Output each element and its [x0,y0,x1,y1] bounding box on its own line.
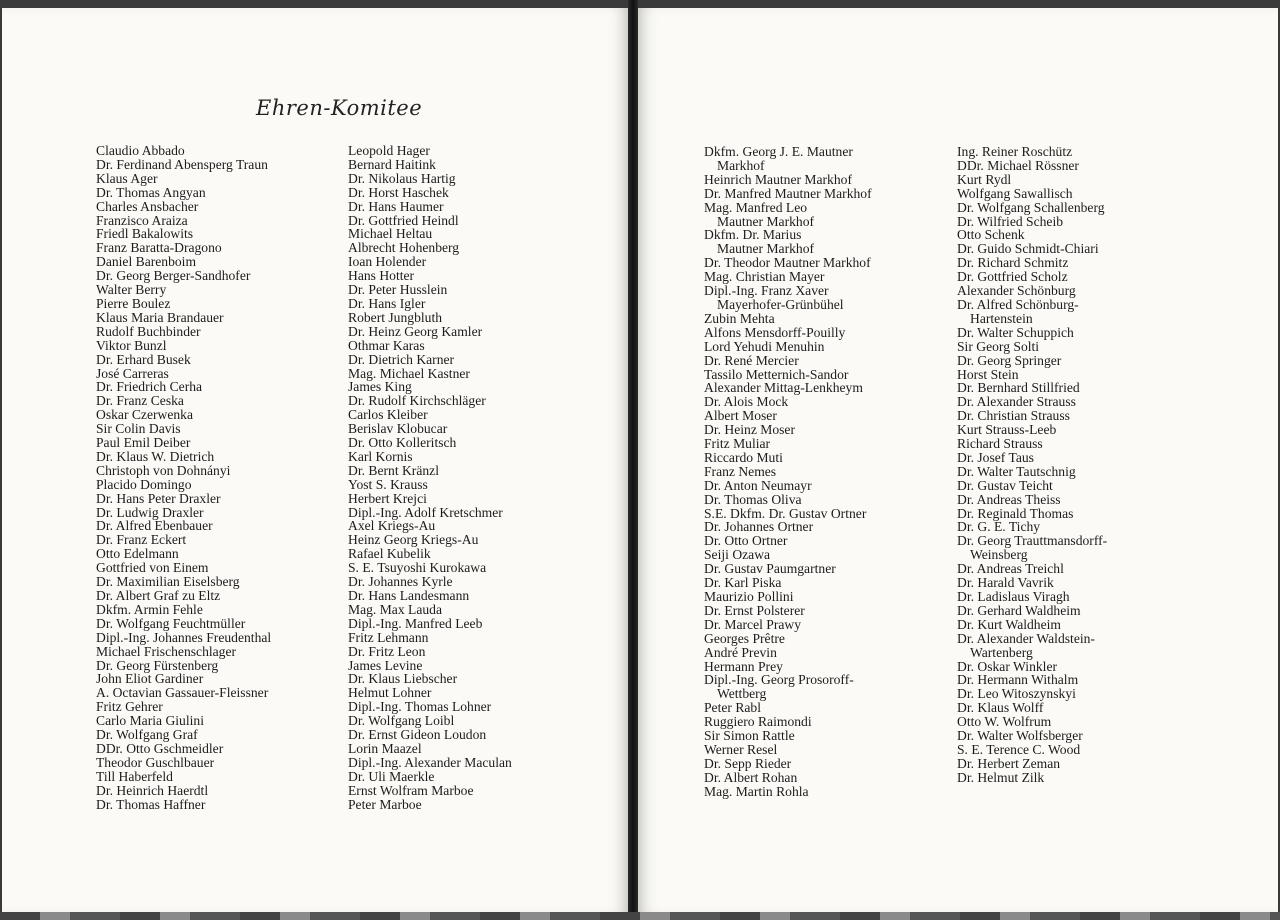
committee-member: Dr. Wolfgang Schallenberg [957,199,1105,215]
committee-member: Kurt Rydl [957,171,1012,187]
committee-member: Peter Marboe [348,796,422,812]
committee-member: Dipl.-Ing. Thomas Lohner [348,699,492,715]
committee-member: Till Haberfeld [96,768,173,784]
committee-member: Dr. Bernhard Stillfried [957,380,1080,396]
committee-member: Franz Baratta-Dragono [96,240,222,256]
committee-member: Dr. Ladislaus Viragh [957,589,1070,604]
committee-member: Dr. Klaus Liebscher [348,671,458,687]
committee-member: A. Octavian Gassauer-Fleissner [96,685,269,701]
name-column-4 [957,145,1107,785]
committee-member: Dr. Kurt Waldheim [957,616,1061,632]
committee-member: Dr. Walter Wolfsberger [957,728,1083,744]
committee-member: Sir Simon Rattle [704,728,795,744]
committee-member: Christoph von Dohnányi [96,462,231,478]
committee-member: Dr. Hans Haumer [348,198,444,214]
committee-member: Hermann Prey [704,658,783,674]
committee-member: Rudolf Buchbinder [96,323,201,339]
committee-member: Carlo Maria Giulini [96,713,204,729]
committee-member: Dr. Alfred Ebenbauer [96,518,213,534]
committee-member: Dr. Erhard Busek [96,351,191,367]
committee-member: Walter Berry [96,282,167,298]
member-name: Dkfm. Georg J. E. Mautner [704,144,853,159]
committee-member: Hans Hotter [348,268,415,284]
member-name: Dr. Alfred Schönburg- [957,296,1079,312]
committee-member: Yost S. Krauss [348,476,428,492]
member-name: Dr. Georg Trauttmansdorff- [957,533,1108,549]
committee-member [704,284,872,312]
committee-member: Lord Yehudi Menuhin [704,338,825,354]
committee-member: Dr. Johannes Ortner [704,519,814,535]
committee-member: Dr. Walter Schuppich [957,324,1074,340]
committee-member [704,145,872,173]
committee-member: Alexander Schönburg [957,283,1076,299]
name-column-2 [348,144,512,812]
committee-member [957,632,1107,660]
committee-member: Dr. Andreas Theiss [957,491,1061,507]
committee-member: Dr. Ludwig Draxler [96,504,204,520]
committee-member: S. E. Terence C. Wood [957,741,1081,757]
committee-member: Dr. Anton Neumayr [704,477,812,493]
committee-member: Herbert Krejci [348,490,427,506]
committee-member: Dr. G. E. Tichy [957,519,1041,535]
committee-member: Fritz Lehmann [348,629,429,645]
committee-member: Daniel Barenboim [96,254,197,270]
committee-member: Dr. Gottfried Heindl [348,212,459,228]
committee-member: John Eliot Gardiner [96,671,204,687]
committee-member: Othmar Karas [348,337,425,353]
page-heading: Ehren-Komitee [256,96,423,120]
committee-member: Ing. Reiner Roschütz [957,144,1073,159]
committee-member: Ioan Holender [348,254,427,270]
committee-member: Werner Resel [704,741,778,757]
committee-member: Berislav Klobucar [348,421,448,437]
committee-member: Dr. Thomas Haffner [96,796,206,812]
committee-member: Tassilo Metternich-Sandor [704,366,849,382]
committee-member: Heinrich Mautner Markhof [704,171,852,187]
committee-member: Dr. Sepp Rieder [704,755,792,771]
committee-member: Dr. Rudolf Kirchschläger [348,393,486,409]
committee-member: Dr. Reginald Thomas [957,505,1074,521]
committee-member: Dr. Hermann Withalm [957,672,1079,688]
committee-member: Dr. Thomas Angyan [96,184,206,200]
committee-member: Dr. Alexander Strauss [957,394,1076,410]
committee-member: Dr. Wolfgang Graf [96,727,198,743]
committee-member: Dr. Gustav Teicht [957,477,1053,493]
committee-member: Dr. Dietrich Karner [348,351,455,367]
committee-member: Dr. Ernst Gideon Loudon [348,727,487,743]
committee-member: Dr. Fritz Leon [348,643,426,659]
book-spine [628,0,638,920]
committee-member: Fritz Gehrer [96,699,163,715]
committee-member: Dipl.-Ing. Alexander Maculan [348,754,512,770]
committee-member: Wolfgang Sawallisch [957,185,1073,201]
committee-member: Viktor Bunzl [96,337,167,353]
committee-member: Dr. Harald Vavrik [957,575,1054,591]
committee-member: Robert Jungbluth [348,309,443,325]
committee-member: Dr. Leo Witoszynskyi [957,686,1076,702]
committee-member: Oskar Czerwenka [96,407,194,423]
committee-member: Albrecht Hohenberg [348,240,460,256]
committee-member: Seiji Ozawa [704,547,771,563]
committee-member: Dkfm. Armin Fehle [96,601,203,617]
committee-member: Maurizio Pollini [704,589,794,604]
committee-member: Helmut Lohner [348,685,432,701]
committee-member: Alexander Mittag-Lenkheym [704,380,863,396]
committee-member: Otto W. Wolfrum [957,714,1052,730]
member-name-continuation: Mautner Markhof [717,213,815,229]
committee-member: Paul Emil Deiber [96,435,191,451]
committee-member: Dr. Georg Springer [957,352,1062,368]
committee-member: Theodor Guschlbauer [96,754,215,770]
committee-member: Dr. Hans Landesmann [348,588,470,603]
committee-member: Dr. Karl Piska [704,575,782,591]
committee-member: Sir Colin Davis [96,421,181,437]
committee-member: Dr. Wolfgang Feuchtmüller [96,615,246,631]
name-column-1 [96,144,271,812]
committee-member: Michael Heltau [348,226,433,242]
committee-member: Dr. Nikolaus Hartig [348,170,456,186]
committee-member: Peter Rabl [704,700,762,716]
member-name: Mag. Manfred Leo [704,199,808,215]
committee-member: Dr. Albert Graf zu Eltz [96,588,221,603]
committee-member [957,298,1107,326]
committee-member: DDr. Michael Rössner [957,157,1079,173]
committee-member: Albert Moser [704,408,777,424]
committee-member: Dipl.-Ing. Johannes Freudenthal [96,629,272,645]
committee-member: Dr. Andreas Treichl [957,561,1064,577]
member-name-continuation: Markhof [717,157,765,173]
committee-member: Mag. Christian Mayer [704,269,825,285]
committee-member: Dr. Theodor Mautner Markhof [704,255,871,271]
committee-member: Mag. Max Lauda [348,601,442,617]
committee-member: Dr. Franz Eckert [96,532,187,548]
book-bottom-edge [0,912,1280,920]
committee-member: Dr. Josef Taus [957,449,1034,465]
committee-member: S. E. Tsuyoshi Kurokawa [348,560,487,576]
committee-member: Dr. Uli Maerkle [348,768,435,784]
committee-member: Otto Schenk [957,227,1025,243]
committee-member: Placido Domingo [96,476,192,492]
committee-member: Dr. Thomas Oliva [704,491,802,507]
committee-member: S.E. Dkfm. Dr. Gustav Ortner [704,505,867,521]
committee-member: Sir Georg Solti [957,338,1040,354]
committee-member: Dr. Manfred Mautner Markhof [704,185,872,201]
committee-member: Dr. Georg Fürstenberg [96,657,219,673]
committee-member: Dr. Christian Strauss [957,408,1070,424]
member-name-continuation: Weinsberg [970,547,1028,563]
committee-member: Dr. Maximilian Eiselsberg [96,574,240,590]
committee-member: Bernard Haitink [348,156,436,172]
committee-member: Dr. Heinrich Haerdtl [96,782,209,798]
committee-member: Dr. Horst Haschek [348,184,449,200]
committee-member: Franz Nemes [704,463,777,479]
member-name: Dkfm. Dr. Marius [704,227,802,243]
committee-member: Fritz Muliar [704,436,771,452]
committee-member: Dr. Albert Rohan [704,769,798,785]
committee-member: André Previn [704,644,777,660]
committee-member [704,673,872,701]
member-name-continuation: Wettberg [717,686,767,702]
committee-member: Dr. Herbert Zeman [957,755,1061,771]
committee-member: Carlos Kleiber [348,407,428,423]
committee-member: Dr. Guido Schmidt-Chiari [957,241,1099,257]
committee-member: Riccardo Muti [704,449,783,465]
committee-member: Claudio Abbado [96,143,185,158]
committee-member: Mag. Martin Rohla [704,783,809,799]
committee-member [957,534,1107,562]
committee-member: Heinz Georg Kriegs-Au [348,532,479,548]
committee-member: Klaus Ager [96,170,158,186]
committee-member: DDr. Otto Gschmeidler [96,740,224,756]
committee-member: Dr. Ernst Polsterer [704,602,805,618]
committee-member: Mag. Michael Kastner [348,365,470,381]
member-name-continuation: Mautner Markhof [717,241,815,257]
committee-member: Dr. Heinz Moser [704,422,795,438]
committee-member: Franzisco Araiza [96,212,188,228]
committee-member: Georges Prêtre [704,630,785,646]
committee-member: Charles Ansbacher [96,198,199,214]
committee-member: Richard Strauss [957,436,1043,452]
committee-member: Dr. Gerhard Waldheim [957,602,1081,618]
committee-member: Kurt Strauss-Leeb [957,422,1057,438]
committee-member: Ruggiero Raimondi [704,714,812,730]
committee-member: Dr. Hans Igler [348,295,426,311]
committee-member: Dipl.-Ing. Manfred Leeb [348,615,483,631]
committee-member: Horst Stein [957,366,1019,382]
committee-member: Dr. Otto Kolleritsch [348,435,457,451]
committee-member: Dr. Peter Husslein [348,282,448,298]
member-name: Dipl.-Ing. Franz Xaver [704,283,829,299]
committee-member: Dr. Johannes Kyrle [348,574,453,590]
committee-member: Dr. Friedrich Cerha [96,379,203,395]
committee-member: Leopold Hager [348,143,430,158]
committee-member: Dr. Wilfried Scheib [957,213,1064,229]
committee-member: Dr. Walter Tautschnig [957,463,1076,479]
committee-member: Dr. Ferdinand Abensperg Traun [96,156,268,172]
committee-member: Rafael Kubelik [348,546,431,562]
committee-member: James Levine [348,657,423,673]
committee-member: Axel Kriegs-Au [348,518,436,534]
committee-member: Dr. Gottfried Scholz [957,269,1068,285]
committee-member [704,201,872,229]
committee-member: Pierre Boulez [96,295,171,311]
committee-member: José Carreras [96,365,169,381]
committee-member [704,228,872,256]
committee-member: Gottfried von Einem [96,560,209,576]
member-name-continuation: Mayerhofer-Grünbühel [717,296,844,312]
committee-member: Dr. Wolfgang Loibl [348,713,455,729]
committee-member: Dr. Klaus W. Dietrich [96,448,215,464]
committee-member: Dr. Otto Ortner [704,533,788,549]
name-column-3 [704,145,872,799]
committee-member: Dr. Richard Schmitz [957,255,1069,271]
committee-member: Zubin Mehta [704,310,775,326]
committee-member: James King [348,379,412,395]
committee-member: Dr. Hans Peter Draxler [96,490,221,506]
committee-member: Dr. Oskar Winkler [957,658,1058,674]
committee-member: Dr. Franz Ceska [96,393,184,409]
committee-member: Dr. Georg Berger-Sandhofer [96,268,251,284]
member-name-continuation: Hartenstein [970,310,1033,326]
committee-member: Michael Frischenschlager [96,643,237,659]
committee-member: Ernst Wolfram Marboe [348,782,474,798]
committee-member: Dr. René Mercier [704,352,799,368]
member-name-continuation: Wartenberg [970,644,1033,660]
member-name: Dipl.-Ing. Georg Prosoroff- [704,672,854,688]
committee-member: Dr. Heinz Georg Kamler [348,323,483,339]
committee-member: Friedl Bakalowits [96,226,194,242]
member-name: Dr. Alexander Waldstein- [957,630,1095,646]
committee-member: Otto Edelmann [96,546,179,562]
committee-member: Dr. Marcel Prawy [704,616,802,632]
committee-member: Dipl.-Ing. Adolf Kretschmer [348,504,503,520]
committee-member: Dr. Alois Mock [704,394,789,410]
committee-member: Dr. Bernt Kränzl [348,462,439,478]
committee-member: Dr. Klaus Wolff [957,700,1044,716]
committee-member: Dr. Gustav Paumgartner [704,561,836,577]
committee-member: Lorin Maazel [348,740,422,756]
committee-member: Dr. Helmut Zilk [957,769,1045,785]
committee-member: Alfons Mensdorff-Pouilly [704,324,846,340]
committee-member: Klaus Maria Brandauer [96,309,224,325]
committee-member: Karl Kornis [348,448,413,464]
